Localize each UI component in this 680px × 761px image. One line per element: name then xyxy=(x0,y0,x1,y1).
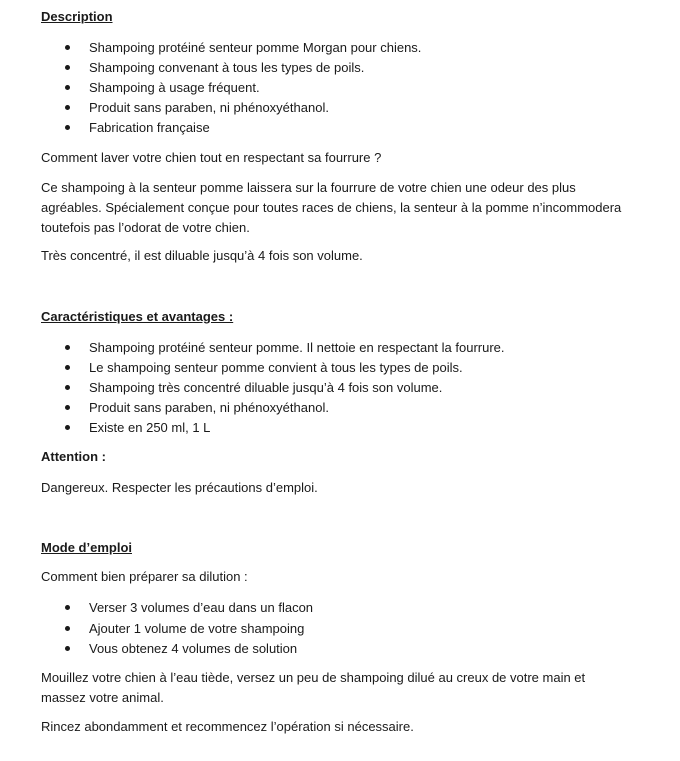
description-paragraph-line: Ce shampoing à la senteur pomme laissera sur la fourrure de votre chien une odeur des plus xyxy=(41,180,576,195)
description-bullet: Shampoing protéiné senteur pomme Morgan pour chiens. xyxy=(89,40,422,55)
usage-paragraph-line: massez votre animal. xyxy=(41,690,164,705)
bullet-icon xyxy=(65,425,70,430)
usage-bullet: Ajouter 1 volume de votre shampoing xyxy=(89,621,305,636)
bullet-icon xyxy=(65,365,70,370)
description-bullet: Shampoing convenant à tous les types de poils. xyxy=(89,60,365,75)
bullet-icon xyxy=(65,646,70,651)
bullet-icon xyxy=(65,105,70,110)
features-bullet: Le shampoing senteur pomme convient à tous les types de poils. xyxy=(89,360,463,375)
attention-text: Dangereux. Respecter les précautions d’emploi. xyxy=(41,480,318,495)
features-bullet: Shampoing très concentré diluable jusqu’à 4 fois son volume. xyxy=(89,380,443,395)
bullet-icon xyxy=(65,605,70,610)
bullet-icon xyxy=(65,345,70,350)
bullet-icon xyxy=(65,405,70,410)
bullet-icon xyxy=(65,626,70,631)
description-bullet: Produit sans paraben, ni phénoxyéthanol. xyxy=(89,100,329,115)
bullet-icon xyxy=(65,45,70,50)
features-heading: Caractéristiques et avantages : xyxy=(41,309,234,324)
features-bullet: Produit sans paraben, ni phénoxyéthanol. xyxy=(89,400,329,415)
description-paragraph-line: agréables. Spécialement conçue pour toutes races de chiens, la senteur à la pomme n’incommodera xyxy=(41,200,622,215)
bullet-icon xyxy=(65,85,70,90)
description-paragraph-line: toutefois pas l’odorat de votre chien. xyxy=(41,220,250,235)
description-heading: Description xyxy=(41,9,113,24)
rinse-text: Rincez abondamment et recommencez l’opération si nécessaire. xyxy=(41,719,414,734)
usage-bullet: Vous obtenez 4 volumes de solution xyxy=(89,641,298,656)
description-bullet: Shampoing à usage fréquent. xyxy=(89,80,260,95)
usage-bullet: Verser 3 volumes d’eau dans un flacon xyxy=(89,600,314,615)
washing-question: Comment laver votre chien tout en respectant sa fourrure ? xyxy=(41,150,382,165)
bullet-icon xyxy=(65,65,70,70)
concentration-text: Très concentré, il est diluable jusqu’à 4 fois son volume. xyxy=(41,248,363,263)
usage-paragraph-line: Mouillez votre chien à l’eau tiède, versez un peu de shampoing dilué au creux de votre main et xyxy=(41,670,586,685)
features-bullet: Existe en 250 ml, 1 L xyxy=(89,420,211,435)
usage-intro: Comment bien préparer sa dilution : xyxy=(41,569,248,584)
description-bullet: Fabrication française xyxy=(89,120,210,135)
features-bullet: Shampoing protéiné senteur pomme. Il nettoie en respectant la fourrure. xyxy=(89,340,505,355)
usage-heading: Mode d’emploi xyxy=(41,540,132,555)
bullet-icon xyxy=(65,125,70,130)
attention-heading: Attention : xyxy=(41,449,106,464)
bullet-icon xyxy=(65,385,70,390)
